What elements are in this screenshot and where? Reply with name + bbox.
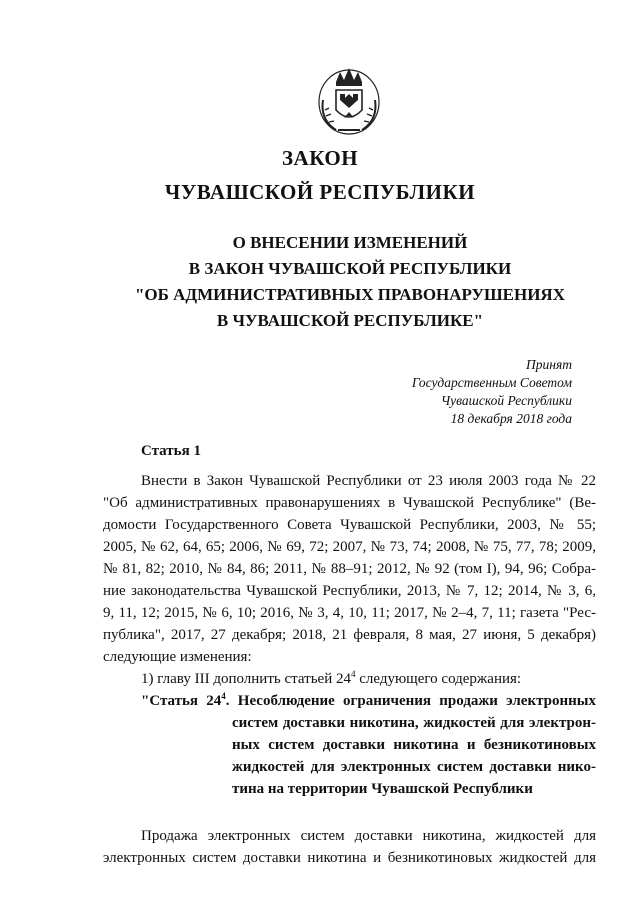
subject-line: В ЧУВАШСКОЙ РЕСПУБЛИКЕ"	[216, 311, 484, 330]
superscript: 4	[221, 691, 226, 701]
law-type-title: ЗАКОН	[281, 146, 359, 170]
article-24-heading-line: жидкостей для электронных систем доставки нико-	[232, 759, 596, 775]
subject-line: "ОБ АДМИНИСТРАТИВНЫХ ПРАВОНАРУШЕНИЯХ	[134, 285, 565, 304]
amendment-item	[141, 669, 596, 689]
subject-line: В ЗАКОН ЧУВАШСКОЙ РЕСПУБЛИКИ	[188, 259, 512, 278]
republic-title: ЧУВАШСКОЙ РЕСПУБЛИКИ	[164, 180, 476, 204]
article-24-heading-line: систем доставки никотина, жидкостей для электрон-	[232, 715, 596, 731]
body-line: 9, 11, 12; 2015, № 6, 10; 2016, № 3, 4, 10, 11; 2017, № 2–4, 7, 11; газета "Рес-	[103, 605, 596, 621]
body-line: 2005, № 62, 64, 65; 2006, № 69, 72; 2007, № 73, 74; 2008, № 75, 77, 78; 2009,	[103, 539, 596, 555]
body-line: № 81, 82; 2010, № 84, 86; 2011, № 88–91; 2012, № 92 (том I), 94, 96; Собра-	[103, 561, 596, 577]
article-24-heading-line: ных систем доставки никотина и безникотиновых	[232, 737, 596, 753]
adoption-note-line: Принят	[526, 357, 572, 372]
body-line: домости Государственного Совета Чувашской Республики, 2003, № 55;	[103, 517, 596, 533]
body-line: "Об административных правонарушениях в Чувашской Республике" (Ве-	[103, 495, 596, 511]
body-line: ние законодательства Чувашской Республики, 2013, № 7, 12; 2014, № 3, 6,	[103, 583, 596, 599]
article-heading: Статья 1	[141, 443, 201, 459]
article-24-heading-line: тина на территории Чувашской Республики	[232, 781, 533, 797]
article-24-heading-line	[141, 691, 596, 712]
body-line: следующие изменения:	[103, 649, 252, 665]
article-24-prefix: "Статья 24	[141, 693, 222, 709]
body-line: электронных систем доставки никотина и безникотиновых жидкостей для	[103, 850, 596, 866]
amendment-item-text: 1) главу III дополнить статьей 24	[141, 671, 351, 687]
adoption-date: 18 декабря 2018 года	[450, 411, 572, 426]
adoption-note-line: Государственным Советом	[411, 375, 572, 390]
article-24-title-start: . Несоблюдение ограничения продажи электронных	[225, 693, 596, 709]
adoption-note-line: Чувашской Республики	[440, 393, 572, 408]
amendment-item-tail: следующего содержания:	[355, 671, 522, 687]
body-line: Внести в Закон Чувашской Республики от 23 июля 2003 года № 22	[141, 473, 596, 489]
superscript: 4	[350, 669, 356, 679]
coat-of-arms-emblem-icon	[314, 60, 384, 138]
subject-line: О ВНЕСЕНИИ ИЗМЕНЕНИЙ	[232, 233, 468, 252]
body-line: публика", 2017, 27 декабря; 2018, 21 февраля, 8 мая, 27 июня, 5 декабря)	[103, 627, 596, 643]
body-line: Продажа электронных систем доставки никотина, жидкостей для	[141, 828, 596, 844]
